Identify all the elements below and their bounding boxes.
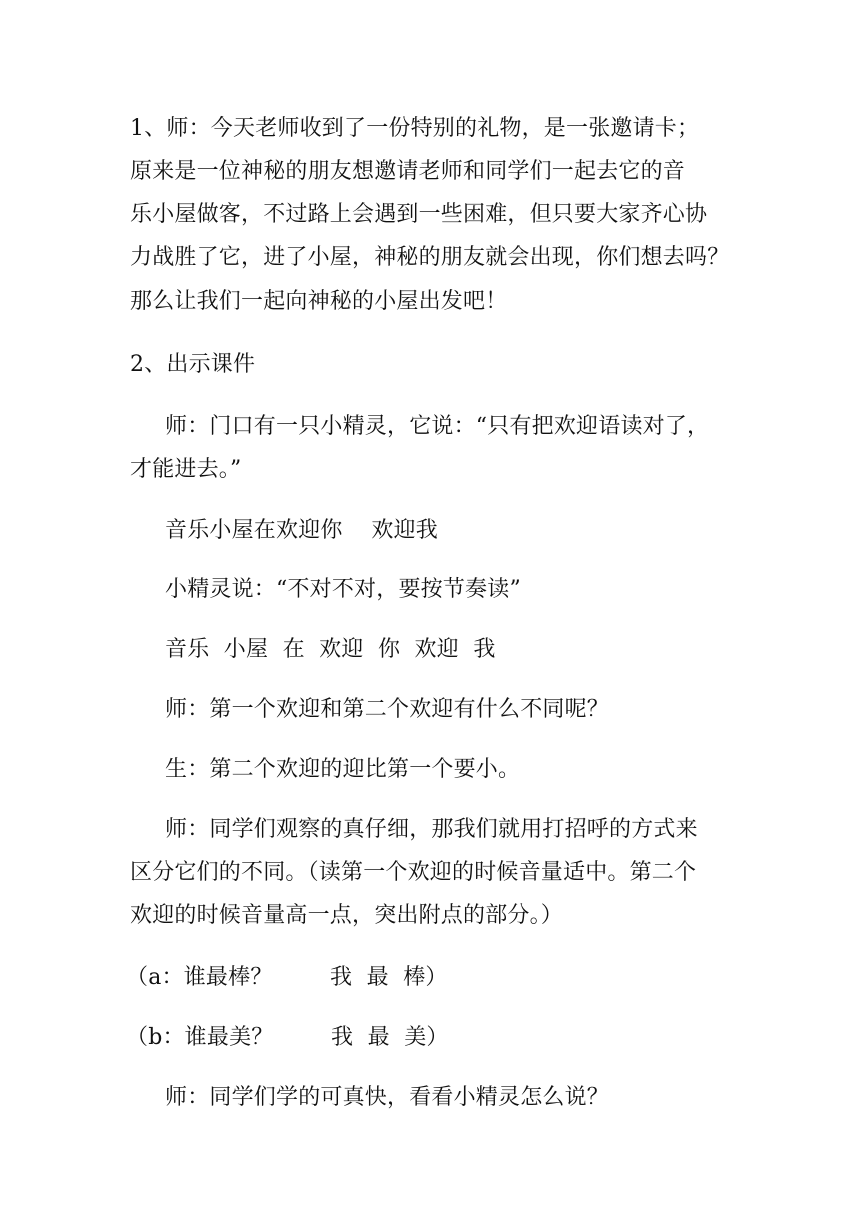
teacher-intro-line-1: 师：门口有一只小精灵，它说：“只有把欢迎语读对了， (165, 414, 710, 439)
teacher-intro-line-2: 才能进去。” (130, 457, 242, 482)
paragraph1-line-3: 乐小屋做客，不过路上会遇到一些困难，但只要大家齐心协 (130, 202, 708, 227)
paragraph1-line-4: 力战胜了它，进了小屋，神秘的朋友就会出现，你们想去吗？ (130, 245, 730, 270)
teacher-explain-line-3: 欢迎的时候音量高一点，突出附点的部分。） (130, 903, 564, 928)
teacher-explain-line-1: 师：同学们观察的真仔细，那我们就用打招呼的方式来 (165, 817, 698, 842)
paragraph1-line-1: 1、师：今天老师收到了一份特别的礼物，是一张邀请卡； (130, 116, 700, 141)
item-a-line: （a：谁最棒？ 我 最 棒） (126, 965, 448, 990)
elf-says-line: 小精灵说：“不对不对，要按节奏读” (165, 577, 521, 602)
teacher-final-line: 师：同学们学的可真快，看看小精灵怎么说？ (165, 1085, 610, 1110)
welcome-line: 音乐小屋在欢迎你 欢迎我 (165, 518, 438, 543)
student-answer-line: 生：第二个欢迎的迎比第一个要小。 (165, 757, 521, 782)
paragraph1-line-5: 那么让我们一起向神秘的小屋出发吧！ (130, 289, 508, 314)
rhythm-line: 音乐 小屋 在 欢迎 你 欢迎 我 (165, 637, 496, 662)
teacher-question-line: 师：第一个欢迎和第二个欢迎有什么不同呢？ (165, 697, 610, 722)
teacher-explain-line-2: 区分它们的不同。（读第一个欢迎的时候音量适中。第二个 (130, 860, 697, 885)
section-heading-2: 2、出示课件 (130, 352, 256, 377)
paragraph1-line-2: 原来是一位神秘的朋友想邀请老师和同学们一起去它的音 (130, 159, 686, 184)
item-b-line: （b：谁最美？ 我 最 美） (126, 1025, 449, 1050)
